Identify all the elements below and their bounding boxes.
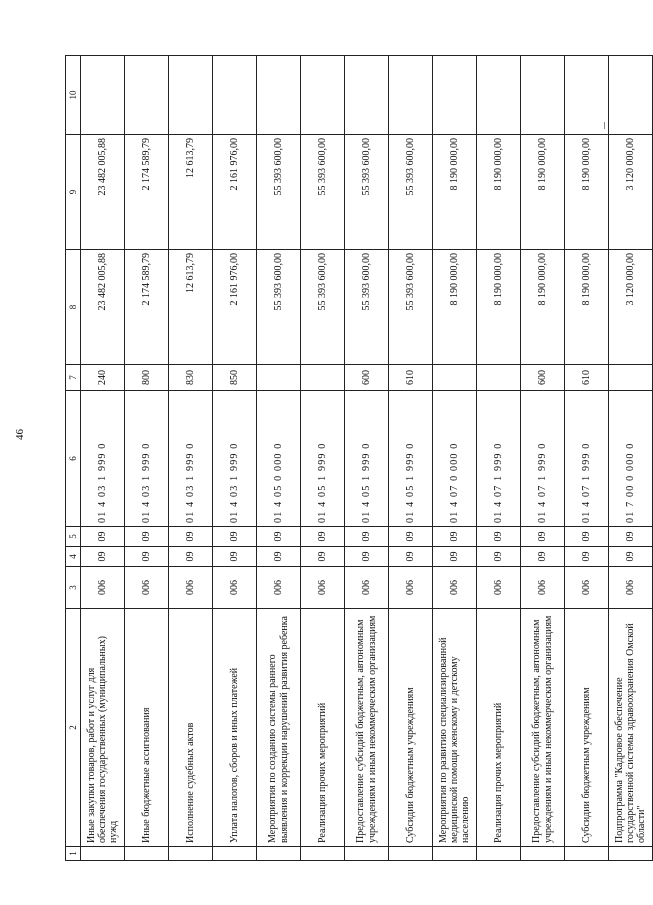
amount-approved: 8 190 000,00 [521,250,565,365]
table-row [169,56,213,861]
column-number: 7 [66,365,81,391]
section-code: 09 [521,547,565,567]
target-article-code: 01 7 00 0 000 0 [609,391,653,527]
item-name: Предоставление субсидий бюджетным, автономным учреждениям и иным некоммерческим организациям [345,609,389,847]
amount-approved: 55 393 600,00 [389,250,433,365]
column-number: 9 [66,135,81,250]
target-article-code: 01 4 03 1 999 0 [81,391,125,527]
section-code: 09 [169,547,213,567]
budget-sheet [65,56,648,861]
item-name: Реализация прочих мероприятий [477,609,521,847]
item-name: Реализация прочих мероприятий [301,609,345,847]
note-cell [169,56,213,135]
section-code: 09 [345,547,389,567]
item-name: Иные бюджетные ассигнования [125,609,169,847]
subsection-code: 09 [433,527,477,547]
ministry-code: 006 [521,567,565,609]
row-index-cell [213,847,257,861]
section-code: 09 [477,547,521,567]
amount-executed: 55 393 600,00 [301,135,345,250]
table-row [521,56,565,861]
expense-type-code: 600 [521,365,565,391]
row-index-cell [565,847,609,861]
target-article-code: 01 4 03 1 999 0 [125,391,169,527]
amount-approved: 23 482 005,88 [81,250,125,365]
section-code: 09 [257,547,301,567]
item-name: Подпрограмма "Кадровое обеспечение государственной системы здравоохранения Омской области" [609,609,653,847]
amount-approved: 8 190 000,00 [565,250,609,365]
section-code: 09 [213,547,257,567]
note-cell [609,56,653,135]
amount-approved: 12 613,79 [169,250,213,365]
expense-type-code [301,365,345,391]
note-cell [213,56,257,135]
page-number: 46 [14,429,26,440]
subsection-code: 09 [81,527,125,547]
item-name: Исполнение судебных актов [169,609,213,847]
target-article-code: 01 4 07 1 999 0 [521,391,565,527]
target-article-code: 01 4 05 1 999 0 [345,391,389,527]
subsection-code: 09 [213,527,257,547]
amount-executed: 3 120 000,00 [609,135,653,250]
expense-type-code [609,365,653,391]
expense-type-code: 610 [389,365,433,391]
table-row [301,56,345,861]
subsection-code: 09 [257,527,301,547]
row-index-cell [389,847,433,861]
table-row [389,56,433,861]
amount-approved: 55 393 600,00 [301,250,345,365]
section-code: 09 [389,547,433,567]
item-name: Мероприятия по развитию специализированной медицинской помощи женскому и детскому населению [433,609,477,847]
item-name: Предоставление субсидий бюджетным, автономным учреждениям и иным некоммерческим организациям [521,609,565,847]
expense-type-code: 850 [213,365,257,391]
item-name: Субсидии бюджетным учреждениям [389,609,433,847]
note-cell [81,56,125,135]
table-row [433,56,477,861]
amount-executed: 8 190 000,00 [433,135,477,250]
ministry-code: 006 [125,567,169,609]
amount-approved: 2 161 976,00 [213,250,257,365]
item-name: Субсидии бюджетным учреждениям [565,609,609,847]
note-cell [521,56,565,135]
target-article-code: 01 4 05 1 999 0 [389,391,433,527]
table-row [125,56,169,861]
scan-mark [604,122,605,129]
ministry-code: 006 [389,567,433,609]
row-index-cell [609,847,653,861]
expense-type-code: 600 [345,365,389,391]
target-article-code: 01 4 07 1 999 0 [565,391,609,527]
ministry-code: 006 [301,567,345,609]
column-number: 5 [66,527,81,547]
ministry-code: 006 [609,567,653,609]
target-article-code: 01 4 03 1 999 0 [213,391,257,527]
amount-approved: 55 393 600,00 [257,250,301,365]
section-code: 09 [609,547,653,567]
subsection-code: 09 [125,527,169,547]
row-index-cell [301,847,345,861]
table-row [257,56,301,861]
note-cell [389,56,433,135]
amount-executed: 2 174 589,79 [125,135,169,250]
ministry-code: 006 [477,567,521,609]
subsection-code: 09 [609,527,653,547]
note-cell [345,56,389,135]
expense-type-code: 830 [169,365,213,391]
amount-approved: 8 190 000,00 [477,250,521,365]
table-row [609,56,653,861]
subsection-code: 09 [345,527,389,547]
item-name: Иные закупки товаров, работ и услуг для обеспечения государственных (муниципальных) нужд [81,609,125,847]
expense-type-code [477,365,521,391]
ministry-code: 006 [433,567,477,609]
row-index-cell [477,847,521,861]
note-cell [433,56,477,135]
subsection-code: 09 [521,527,565,547]
table-row [81,56,125,861]
target-article-code: 01 4 05 0 000 0 [257,391,301,527]
table-row [477,56,521,861]
table-row [213,56,257,861]
amount-executed: 55 393 600,00 [257,135,301,250]
note-cell [257,56,301,135]
target-article-code: 01 4 07 0 000 0 [433,391,477,527]
target-article-code: 01 4 03 1 999 0 [169,391,213,527]
table-body [66,56,653,861]
amount-executed: 8 190 000,00 [565,135,609,250]
row-index-cell [81,847,125,861]
row-index-cell [345,847,389,861]
ministry-code: 006 [169,567,213,609]
subsection-code: 09 [301,527,345,547]
ministry-code: 006 [213,567,257,609]
amount-approved: 55 393 600,00 [345,250,389,365]
amount-executed: 2 161 976,00 [213,135,257,250]
row-index-cell [521,847,565,861]
table-row [565,56,609,861]
budget-table [65,55,653,861]
subsection-code: 09 [169,527,213,547]
amount-approved: 8 190 000,00 [433,250,477,365]
ministry-code: 006 [565,567,609,609]
column-number-row [66,56,81,861]
column-number: 2 [66,609,81,847]
note-cell [301,56,345,135]
ministry-code: 006 [345,567,389,609]
ministry-code: 006 [257,567,301,609]
amount-executed: 55 393 600,00 [389,135,433,250]
row-index-cell [125,847,169,861]
subsection-code: 09 [565,527,609,547]
note-cell [477,56,521,135]
row-index-cell [169,847,213,861]
expense-type-code [433,365,477,391]
section-code: 09 [565,547,609,567]
column-number: 6 [66,391,81,527]
column-number: 1 [66,847,81,861]
column-number: 4 [66,547,81,567]
amount-approved: 2 174 589,79 [125,250,169,365]
section-code: 09 [433,547,477,567]
section-code: 09 [125,547,169,567]
amount-executed: 55 393 600,00 [345,135,389,250]
row-index-cell [433,847,477,861]
column-number: 10 [66,56,81,135]
section-code: 09 [301,547,345,567]
table-row [345,56,389,861]
section-code: 09 [81,547,125,567]
rotated-table-container [65,56,648,861]
row-index-cell [257,847,301,861]
subsection-code: 09 [389,527,433,547]
amount-approved: 3 120 000,00 [609,250,653,365]
ministry-code: 006 [81,567,125,609]
note-cell [125,56,169,135]
target-article-code: 01 4 05 1 999 0 [301,391,345,527]
expense-type-code: 240 [81,365,125,391]
item-name: Уплата налогов, сборов и иных платежей [213,609,257,847]
amount-executed: 23 482 005,88 [81,135,125,250]
subsection-code: 09 [477,527,521,547]
expense-type-code: 800 [125,365,169,391]
note-cell [565,56,609,135]
amount-executed: 8 190 000,00 [521,135,565,250]
amount-executed: 12 613,79 [169,135,213,250]
target-article-code: 01 4 07 1 999 0 [477,391,521,527]
column-number: 3 [66,567,81,609]
expense-type-code [257,365,301,391]
amount-executed: 8 190 000,00 [477,135,521,250]
expense-type-code: 610 [565,365,609,391]
item-name: Мероприятия по созданию системы раннего выявления и коррекции нарушений развития ребенка [257,609,301,847]
column-number: 8 [66,250,81,365]
